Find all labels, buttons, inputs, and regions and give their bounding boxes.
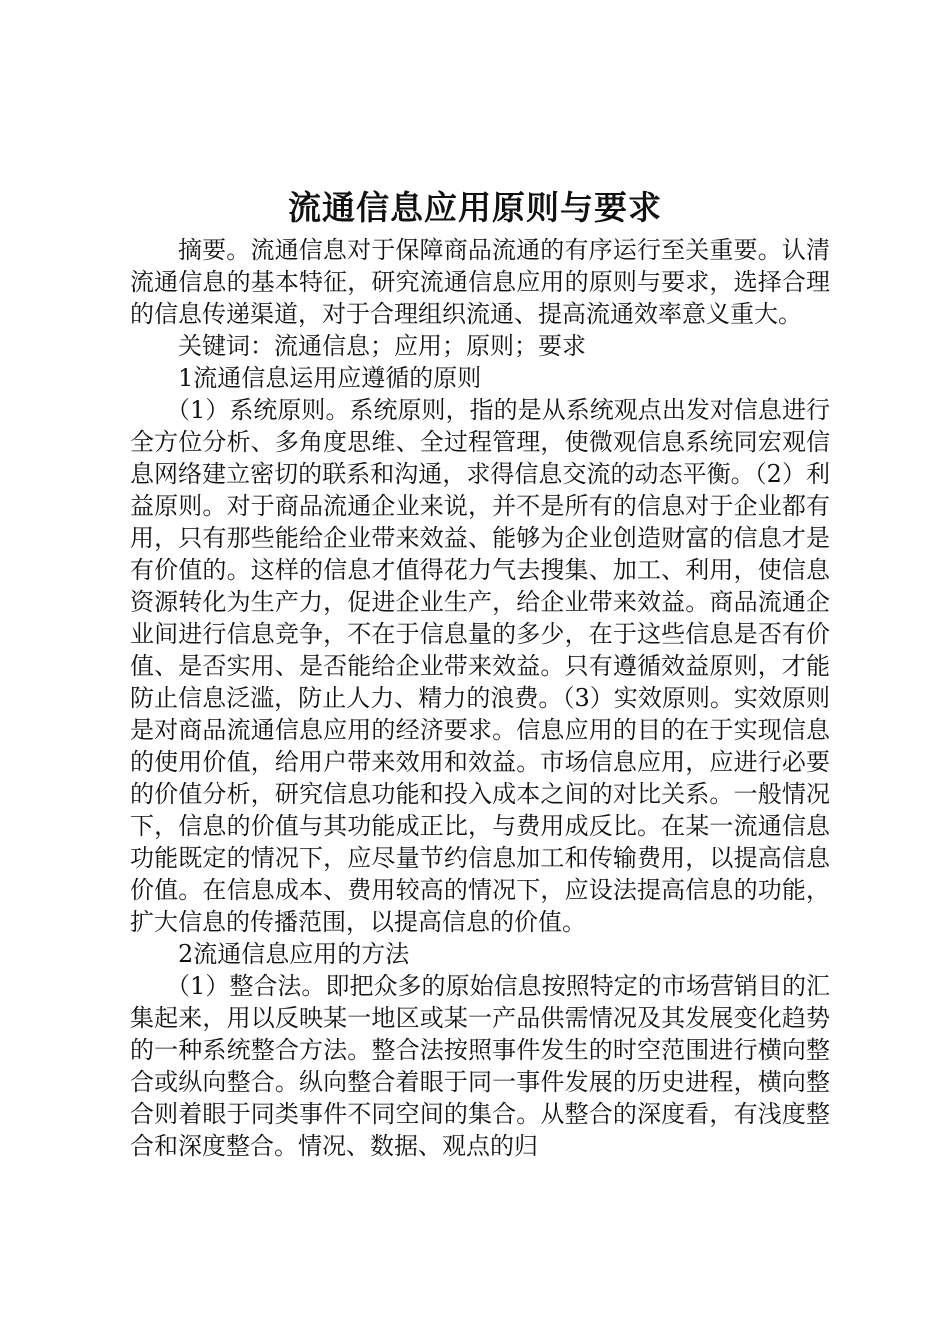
- section-1-paragraph: （1）系统原则。系统原则，指的是从系统观点出发对信息进行全方位分析、多角度思维、全过程管理，使微观信息系统同宏观信息网络建立密切的联系和沟通，求得信息交流的动态平衡。（2）利益原则。对于商品流通企业来说，并不是所有的信息对于企业都有用，只有那些能给企业带来效益、能够为企业创造财富的信息才是有价值的。这样的信息才值得花力气去搜集、加工、利用，使信息资源转化为生产力，促进企业生产，给企业带来效益。商品流通企业间进行信息竞争，不在于信息量的多少，在于这些信息是否有价值、是否实用、是否能给企业带来效益。只有遵循效益原则，才能防止信息泛滥，防止人力、精力的浪费。（3）实效原则。实效原则是对商品流通信息应用的经济要求。信息应用的目的在于实现信息的使用价值，给用户带来效用和效益。市场信息应用，应进行必要的价值分析，研究信息功能和投入成本之间的对比关系。一般情况下，信息的价值与其功能成正比，与费用成反比。在某一流通信息功能既定的情况下，应尽量节约信息加工和传输费用，以提高信息价值。在信息成本、费用较高的情况下，应设法提高信息的功能，扩大信息的传播范围，以提高信息的价值。: [130, 396, 830, 936]
- document-title: 流通信息应用原则与要求: [288, 188, 662, 227]
- section-heading-2: 2流通信息应用的方法: [178, 940, 410, 968]
- keywords-paragraph: 关键词：流通信息；应用；原则；要求: [178, 332, 586, 360]
- section-2-paragraph: （1）整合法。即把众多的原始信息按照特定的市场营销目的汇集起来，用以反映某一地区或某一产品供需情况及其发展变化趋势的一种系统整合方法。整合法按照事件发生的时空范围进行横向整合或纵向整合。纵向整合着眼于同一事件发展的历史进程，横向整合则着眼于同类事件不同空间的集合。从整合的深度看，有浅度整合和深度整合。情况、数据、观点的归: [130, 972, 830, 1160]
- abstract-paragraph: 摘要。流通信息对于保障商品流通的有序运行至关重要。认清流通信息的基本特征，研究流通信息应用的原则与要求，选择合理的信息传递渠道，对于合理组织流通、提高流通效率意义重大。: [130, 236, 830, 328]
- document-body: [130, 234, 830, 1162]
- section-heading-1: 1流通信息运用应遵循的原则: [178, 364, 482, 392]
